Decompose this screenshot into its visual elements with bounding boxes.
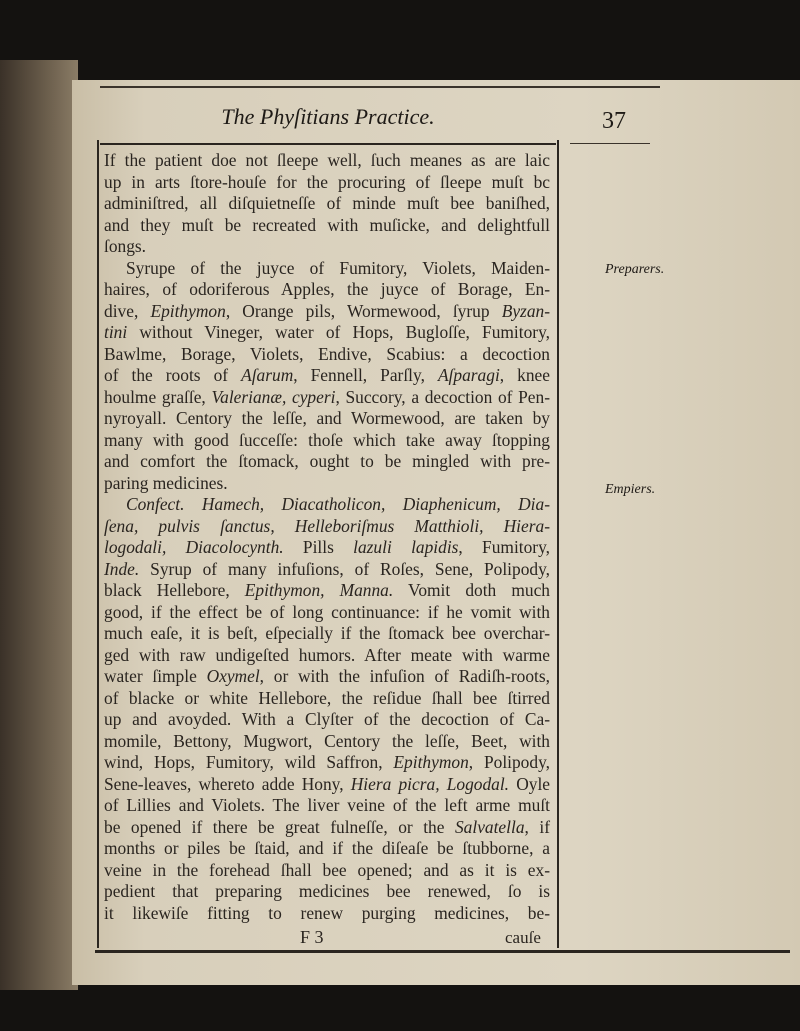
- roman-text: many with good ſucceſſe: thoſe which take away ſtopping: [104, 429, 550, 450]
- roman-text: Oyle: [509, 773, 550, 794]
- text-line: [104, 752, 550, 774]
- text-line: [104, 150, 550, 172]
- text-line: [104, 430, 550, 452]
- roman-text: Syrup of many infuſions, of Roſes, Sene, Polipody,: [139, 558, 550, 579]
- text-line: [104, 602, 550, 624]
- roman-text: be opened if there be great fulneſſe, or the: [104, 816, 455, 837]
- text-line: [104, 860, 550, 882]
- roman-text: , Fumitory,: [458, 537, 551, 557]
- roman-text: Sene-leaves, whereto adde Hony,: [104, 773, 351, 794]
- text-line: [104, 580, 550, 602]
- text-line: [104, 451, 550, 473]
- roman-text: water ſimple: [104, 666, 207, 686]
- text-line: [104, 881, 550, 903]
- roman-text: months or piles be ſtaid, and if the diſeaſe be ſtubborne, a: [104, 838, 550, 858]
- text-line: [104, 258, 550, 280]
- italic-text: Hiera picra, Logodal.: [350, 773, 510, 794]
- italic-text: lazuli lapidis: [353, 537, 459, 557]
- text-line: [104, 322, 550, 344]
- text-line: [104, 623, 550, 645]
- roman-text: Vomit doth much: [393, 580, 550, 600]
- text-line: [104, 688, 550, 710]
- roman-text: and comfort the ſtomack, ought to be mingled with pre-: [104, 451, 550, 471]
- roman-text: , Succory, a decoction of Pen-: [335, 386, 550, 407]
- roman-text: up in arts ſtore-houſe for the procuring of ſleepe muſt bc: [104, 171, 550, 192]
- italic-text: ſena, pulvis ſanctus, Helleboriſmus Matthioli, Hiera-: [104, 515, 550, 536]
- roman-text: much eaſe, it is beſt, eſpecially if the ſtomack bee overchar-: [104, 623, 550, 643]
- text-line: [104, 494, 550, 516]
- marginal-note-preparers: Preparers.: [605, 262, 665, 277]
- roman-text: , knee: [499, 365, 550, 385]
- bottom-rule: [95, 950, 790, 953]
- text-line: [104, 537, 550, 559]
- signature-mark: F 3: [300, 927, 324, 947]
- text-line: [104, 279, 550, 301]
- roman-text: wind, Hops, Fumitory, wild Saffron,: [104, 752, 394, 772]
- roman-text: momile, Bettony, Mugwort, Centory the leſſe, Beet, with: [104, 730, 550, 751]
- text-line: [104, 301, 550, 323]
- text-line: [104, 645, 550, 667]
- roman-text: haires, of odoriferous Apples, the juyce of Borage, En-: [104, 279, 550, 299]
- italic-text: Epithymon: [393, 752, 469, 772]
- text-line: [104, 365, 550, 387]
- italic-text: Aſparagi: [437, 365, 500, 385]
- roman-text: houlme graſſe,: [104, 386, 212, 407]
- roman-text: of the roots of: [104, 365, 242, 385]
- adjacent-page-edge: [0, 60, 78, 990]
- text-line: [104, 666, 550, 688]
- roman-text: dive,: [104, 300, 151, 321]
- text-line: [104, 387, 550, 409]
- italic-text: Aſarum: [241, 365, 294, 385]
- text-line: [104, 193, 550, 215]
- roman-text: paring medicines.: [104, 472, 228, 493]
- roman-text: adminiſtred, all diſquietneſſe of minde muſt bee baniſhed,: [104, 193, 550, 213]
- text-line: [104, 516, 550, 538]
- text-line: [104, 731, 550, 753]
- roman-text: of blacke or white Hellebore, the reſidue ſhall bee ſtirred: [104, 687, 550, 708]
- italic-text: Epithymon, Manna.: [244, 580, 394, 600]
- roman-text: black Hellebore,: [104, 580, 245, 600]
- roman-text: , Polipody,: [468, 752, 550, 772]
- text-line: [104, 774, 550, 796]
- text-line: [104, 408, 550, 430]
- text-line: [104, 344, 550, 366]
- roman-text: and they muſt be recreated with muſicke, and delightfull: [104, 214, 550, 235]
- text-line: [104, 903, 550, 925]
- roman-text: Bawlme, Borage, Violets, Endive, Scabius: a decoction: [104, 343, 550, 364]
- roman-text: nyroyall. Centory the leſſe, and Wormewood, are taken by: [104, 408, 550, 428]
- italic-text: Oxymel: [206, 666, 260, 686]
- roman-text: pedient that preparing medicines bee renewed, ſo is: [104, 881, 550, 901]
- marginal-note-empiers: Empiers.: [605, 482, 656, 497]
- roman-text: ged with raw undigeſted humors. After meate with warme: [104, 644, 550, 665]
- text-line: [104, 709, 550, 731]
- italic-text: Byzan-: [501, 300, 550, 321]
- text-line: [104, 795, 550, 817]
- italic-text: Epithymon: [150, 300, 226, 321]
- italic-text: logodali, Diacolocynth.: [104, 537, 284, 557]
- text-line: [104, 559, 550, 581]
- text-line: [104, 215, 550, 237]
- top-rule: [100, 86, 660, 88]
- text-line: [104, 817, 550, 839]
- roman-text: of Lillies and Violets. The liver veine of the left arme muſt: [104, 795, 550, 815]
- italic-text: Salvatella: [454, 816, 525, 837]
- roman-text: veine in the forehead ſhall bee opened; and as it is ex-: [104, 859, 550, 880]
- text-line: [104, 172, 550, 194]
- catchword: cauſe: [505, 928, 541, 947]
- italic-text: Inde.: [104, 558, 140, 579]
- roman-text: without Vineger, water of Hops, Bugloſſe, Fumitory,: [127, 322, 550, 342]
- body-text: [104, 150, 550, 924]
- roman-text: Syrupe of the juyce of Fumitory, Violets, Maiden-: [126, 257, 550, 278]
- roman-text: it likewiſe fitting to renew purging medicines, be-: [104, 902, 550, 923]
- roman-text: up and avoyded. With a Clyſter of the decoction of Ca-: [104, 709, 550, 729]
- italic-text: Confect. Hamech, Diacatholicon, Diaphenicum, Dia-: [126, 494, 550, 514]
- text-line: [104, 473, 550, 495]
- margin-header-rule: [570, 143, 650, 144]
- text-line: [104, 838, 550, 860]
- roman-text: , or with the infuſion of Radiſh-roots,: [259, 666, 550, 686]
- italic-text: Valerianæ, cyperi: [211, 386, 336, 407]
- running-title: The Phyſitians Practice.: [221, 104, 435, 129]
- text-line: [104, 236, 550, 258]
- roman-text: If the patient doe not ſleepe well, ſuch meanes as are laic: [104, 150, 550, 170]
- roman-text: , if: [524, 816, 550, 837]
- roman-text: Pills: [283, 537, 354, 557]
- roman-text: , Fennell, Parſly,: [293, 365, 438, 385]
- roman-text: , Orange pils, Wormewood, ſyrup: [225, 300, 502, 321]
- roman-text: good, if the effect be of long continuance: if he vomit with: [104, 601, 550, 622]
- roman-text: ſongs.: [104, 236, 147, 256]
- italic-text: tini: [104, 322, 128, 342]
- page-number: 37: [602, 108, 626, 134]
